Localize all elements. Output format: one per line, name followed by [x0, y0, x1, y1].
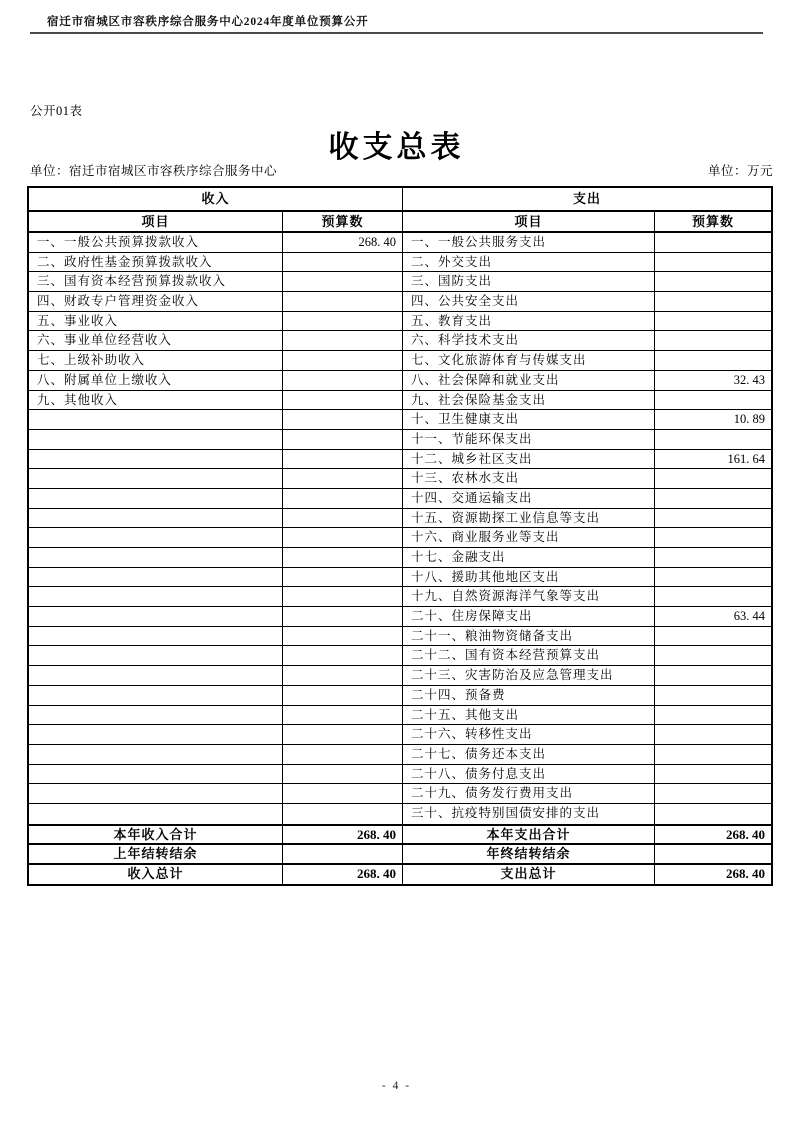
- income-budget-cell: [283, 469, 403, 488]
- expense-summary-budget-cell: 268. 40: [726, 865, 765, 881]
- income-item-header: 项目: [29, 212, 283, 231]
- expense-item-cell: 八、社会保障和就业支出: [403, 371, 655, 390]
- table-row: [29, 725, 771, 745]
- expense-item-cell: 四、公共安全支出: [403, 292, 655, 311]
- income-item-cell: 六、事业单位经营收入: [29, 331, 283, 350]
- expense-budget-cell: [655, 666, 771, 685]
- expense-budget-cell: [655, 430, 771, 449]
- table-row: [29, 548, 771, 568]
- income-budget-cell: [283, 804, 403, 824]
- income-item-cell: [29, 627, 283, 646]
- expense-summary-budget-cell: [655, 845, 771, 863]
- expense-budget-cell: [655, 568, 771, 587]
- income-budget-cell: [283, 351, 403, 370]
- expense-item-cell: 二十二、国有资本经营预算支出: [403, 646, 655, 665]
- income-item-cell: 四、财政专户管理资金收入: [29, 292, 283, 311]
- table-row: [29, 430, 771, 450]
- income-item-cell: 八、附属单位上缴收入: [29, 371, 283, 390]
- expense-item-cell: 十三、农林水支出: [403, 469, 655, 488]
- page-number: - 4 -: [381, 1080, 412, 1092]
- expense-budget-cell: [655, 253, 771, 272]
- expense-item-cell: 二十七、债务还本支出: [403, 745, 655, 764]
- income-item-cell: [29, 430, 283, 449]
- income-item-cell: [29, 745, 283, 764]
- table-row: [29, 765, 771, 785]
- table-summary: [29, 824, 771, 885]
- income-summary-label-cell: 上年结转结余: [29, 845, 283, 863]
- table-row: [29, 292, 771, 312]
- income-item-cell: [29, 450, 283, 469]
- table-row: [29, 686, 771, 706]
- income-item-cell: 三、国有资本经营预算拨款收入: [29, 272, 283, 291]
- expense-item-cell: 十一、节能环保支出: [403, 430, 655, 449]
- summary-row: [29, 845, 771, 865]
- table-row: [29, 528, 771, 548]
- expense-item-cell: 七、文化旅游体育与传媒支出: [403, 351, 655, 370]
- expense-summary-label-cell: 支出总计: [403, 865, 655, 885]
- income-item-cell: [29, 548, 283, 567]
- table-label: 公开01表: [30, 104, 83, 118]
- expense-budget-cell: [655, 351, 771, 370]
- income-budget-cell: [283, 430, 403, 449]
- income-item-cell: 七、上级补助收入: [29, 351, 283, 370]
- table-row: [29, 469, 771, 489]
- income-budget-cell: [283, 371, 403, 390]
- income-item-cell: [29, 686, 283, 705]
- income-summary-label-cell: 收入总计: [29, 865, 283, 885]
- header-divider: [30, 32, 763, 34]
- income-item-cell: [29, 607, 283, 626]
- table-row: [29, 646, 771, 666]
- income-budget-cell: [283, 607, 403, 626]
- income-summary-budget-cell: [283, 845, 403, 863]
- expense-item-cell: 二十五、其他支出: [403, 706, 655, 725]
- expense-item-cell: 二十八、债务付息支出: [403, 765, 655, 784]
- income-budget-cell: [283, 489, 403, 508]
- expense-item-cell: 三十、抗疫特别国债安排的支出: [403, 804, 655, 824]
- expense-item-cell: 十五、资源勘探工业信息等支出: [403, 509, 655, 528]
- expense-budget-cell: [655, 725, 771, 744]
- income-budget-cell: [283, 548, 403, 567]
- income-budget-cell: [283, 410, 403, 429]
- expense-budget-cell: [655, 686, 771, 705]
- income-budget-cell: [283, 725, 403, 744]
- table-row: [29, 607, 771, 627]
- table-row: [29, 312, 771, 332]
- expense-budget-cell: [655, 804, 771, 824]
- income-item-cell: [29, 646, 283, 665]
- page-title: 收支总表: [328, 131, 465, 164]
- expense-budget-cell: [655, 292, 771, 311]
- expense-item-cell: 十、卫生健康支出: [403, 410, 655, 429]
- table-row: [29, 391, 771, 411]
- income-item-cell: [29, 765, 283, 784]
- income-item-cell: [29, 489, 283, 508]
- table-row: [29, 745, 771, 765]
- income-budget-cell: [283, 272, 403, 291]
- expense-budget-cell: [655, 391, 771, 410]
- table-row: [29, 253, 771, 273]
- income-budget-cell: [283, 528, 403, 547]
- table-row: [29, 804, 771, 824]
- table-column-header-row: [29, 212, 771, 233]
- unit-currency: 单位：万元: [707, 164, 773, 178]
- income-budget-cell: [283, 509, 403, 528]
- table-row: [29, 627, 771, 647]
- income-budget-cell: [283, 331, 403, 350]
- table-row: [29, 331, 771, 351]
- expense-budget-cell: [655, 272, 771, 291]
- expense-budget-cell: [655, 784, 771, 803]
- income-budget-cell: [283, 745, 403, 764]
- expense-budget-cell: 32. 43: [733, 372, 765, 387]
- expense-item-cell: 十八、援助其他地区支出: [403, 568, 655, 587]
- expense-budget-cell: [655, 548, 771, 567]
- table-row: [29, 784, 771, 804]
- table-row: [29, 666, 771, 686]
- expense-budget-cell: [655, 745, 771, 764]
- expense-budget-cell: 10. 89: [733, 412, 765, 427]
- expense-item-cell: 五、教育支出: [403, 312, 655, 331]
- expense-summary-label-cell: 本年支出合计: [403, 826, 655, 844]
- expense-section-header: 支出: [572, 191, 601, 206]
- expense-item-cell: 三、国防支出: [403, 272, 655, 291]
- expense-item-header: 项目: [403, 212, 655, 231]
- expense-item-cell: 十九、自然资源海洋气象等支出: [403, 587, 655, 606]
- income-budget-cell: [283, 587, 403, 606]
- income-item-cell: 五、事业收入: [29, 312, 283, 331]
- expense-item-cell: 二十六、转移性支出: [403, 725, 655, 744]
- expense-summary-budget-cell: 268. 40: [726, 826, 765, 842]
- summary-row: [29, 865, 771, 885]
- income-budget-cell: [283, 450, 403, 469]
- income-budget-cell: [283, 765, 403, 784]
- income-budget-cell: [283, 312, 403, 331]
- table-row: [29, 489, 771, 509]
- income-summary-budget-cell: 268. 40: [283, 826, 403, 844]
- income-budget-cell: [283, 568, 403, 587]
- table-row: [29, 450, 771, 470]
- income-summary-budget-cell: 268. 40: [283, 865, 403, 885]
- expense-item-cell: 二十三、灾害防治及应急管理支出: [403, 666, 655, 685]
- income-item-cell: [29, 725, 283, 744]
- expense-item-cell: 十二、城乡社区支出: [403, 450, 655, 469]
- income-item-cell: 一、一般公共预算拨款收入: [29, 233, 283, 252]
- income-item-cell: 九、其他收入: [29, 391, 283, 410]
- income-budget-cell: [283, 784, 403, 803]
- income-item-cell: [29, 410, 283, 429]
- expense-budget-cell: [655, 627, 771, 646]
- expense-item-cell: 九、社会保险基金支出: [403, 391, 655, 410]
- expense-budget-cell: [655, 469, 771, 488]
- expense-item-cell: 二十九、债务发行费用支出: [403, 784, 655, 803]
- income-item-cell: [29, 528, 283, 547]
- income-budget-cell: [283, 253, 403, 272]
- income-item-cell: [29, 509, 283, 528]
- expense-item-cell: 二十、住房保障支出: [403, 607, 655, 626]
- expense-item-cell: 十四、交通运输支出: [403, 489, 655, 508]
- unit-row: [30, 161, 773, 179]
- income-item-cell: [29, 666, 283, 685]
- income-budget-cell: [283, 646, 403, 665]
- expense-budget-cell: 63. 44: [733, 609, 765, 624]
- expense-budget-cell: 161. 64: [727, 451, 765, 466]
- income-budget-cell: 268. 40: [283, 233, 403, 252]
- table-row: [29, 568, 771, 588]
- expense-item-cell: 二十四、预备费: [403, 686, 655, 705]
- income-item-cell: [29, 784, 283, 803]
- expense-budget-cell: [655, 233, 771, 252]
- income-budget-cell: [283, 391, 403, 410]
- expense-budget-cell: [655, 587, 771, 606]
- expense-budget-cell: [655, 331, 771, 350]
- income-item-cell: 二、政府性基金预算拨款收入: [29, 253, 283, 272]
- expense-item-cell: 二、外交支出: [403, 253, 655, 272]
- unit-name: 单位：宿迁市宿城区市容秩序综合服务中心: [30, 164, 278, 178]
- expense-budget-cell: [655, 528, 771, 547]
- table-row: [29, 233, 771, 253]
- income-item-cell: [29, 587, 283, 606]
- expense-item-cell: 十七、金融支出: [403, 548, 655, 567]
- income-budget-cell: [283, 706, 403, 725]
- income-section-header: 收入: [29, 188, 403, 210]
- income-budget-cell: [283, 292, 403, 311]
- table-row: [29, 509, 771, 529]
- expense-item-cell: 十六、商业服务业等支出: [403, 528, 655, 547]
- income-item-cell: [29, 469, 283, 488]
- income-item-cell: [29, 804, 283, 824]
- table-row: [29, 272, 771, 292]
- expense-budget-cell: [655, 706, 771, 725]
- expense-item-cell: 一、一般公共服务支出: [403, 233, 655, 252]
- expense-budget-cell: [655, 646, 771, 665]
- expense-budget-cell: [655, 509, 771, 528]
- expense-item-cell: 六、科学技术支出: [403, 331, 655, 350]
- expense-item-cell: 二十一、粮油物资储备支出: [403, 627, 655, 646]
- income-budget-header: 预算数: [283, 212, 403, 231]
- document-header: 宿迁市宿城区市容秩序综合服务中心2024年度单位预算公开: [47, 16, 369, 28]
- table-row: [29, 410, 771, 430]
- table-row: [29, 371, 771, 391]
- expense-summary-label-cell: 年终结转结余: [403, 845, 655, 863]
- expense-budget-cell: [655, 765, 771, 784]
- income-summary-label-cell: 本年收入合计: [29, 826, 283, 844]
- expense-budget-cell: [655, 312, 771, 331]
- table-section-header-row: [29, 188, 771, 212]
- table-body: [29, 233, 771, 824]
- income-budget-cell: [283, 666, 403, 685]
- table-row: [29, 706, 771, 726]
- table-row: [29, 587, 771, 607]
- expense-budget-header: 预算数: [691, 214, 734, 229]
- summary-row: [29, 826, 771, 846]
- table-row: [29, 351, 771, 371]
- expense-budget-cell: [655, 489, 771, 508]
- income-item-cell: [29, 568, 283, 587]
- income-budget-cell: [283, 627, 403, 646]
- budget-table: [27, 186, 773, 886]
- income-budget-cell: [283, 686, 403, 705]
- income-item-cell: [29, 706, 283, 725]
